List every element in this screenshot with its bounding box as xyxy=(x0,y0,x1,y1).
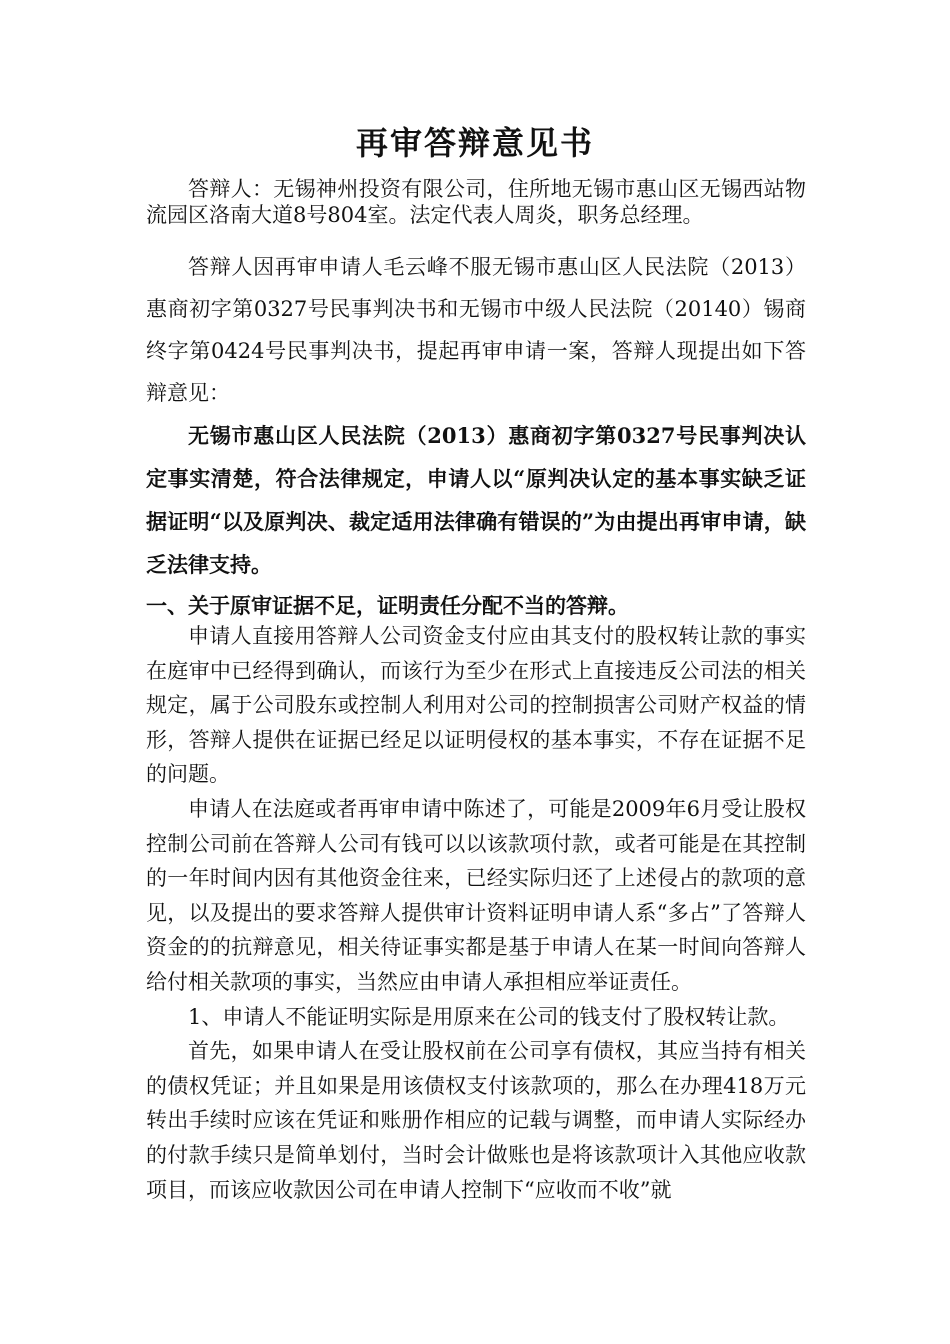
body-paragraph: 首先，如果申请人在受让股权前在公司享有债权，其应当持有相关的债权凭证；并且如果是用该债权支付该款项的，那么在办理418万元转出手续时应该在凭证和账册作相应的记载与调整，而申请人实际经办的付款手续只是简单划付，当时会计做账也是将该款项计入其他应收款项目，而该应收款因公司在申请人控制下“应收而不收”就 xyxy=(146,1039,806,1202)
body-paragraph: 申请人直接用答辩人公司资金支付应由其支付的股权转让款的事实在庭审中已经得到确认，而该行为至少在形式上直接违反公司法的相关规定，属于公司股东或控制人利用对公司的控制损害公司财产权益的情形，答辩人提供在证据已经足以证明侵权的基本事实，不存在证据不足的问题。 xyxy=(146,624,806,787)
body-paragraph: 申请人在法庭或者再审申请中陈述了，可能是2009年6月受让股权控制公司前在答辩人公司有钱可以以该款项付款，或者可能是在其控制的一年时间内因有其他资金往来，已经实际归还了上述侵占的款项的意见，以及提出的要求答辩人提供审计资料证明申请人系“多占”了答辩人资金的的抗辩意见，相关待证事实都是基于申请人在某一时间向答辩人给付相关款项的事实，当然应由申请人承担相应举证责任。 xyxy=(146,796,806,994)
summary-paragraph: 无锡市惠山区人民法院（2013）惠商初字第0327号民事判决认定事实清楚，符合法律规定，申请人以“原判决认定的基本事实缺乏证据证明“以及原判决、裁定适用法律确有错误的”为由提出再审申请，缺乏法律支持。 xyxy=(146,423,806,577)
body-paragraph: 1、申请人不能证明实际是用原来在公司的钱支付了股权转让款。 xyxy=(188,1004,790,1029)
document-title: 再审答辩意见书 xyxy=(355,124,594,162)
intro-paragraph: 答辩人因再审申请人毛云峰不服无锡市惠山区人民法院（2013）惠商初字第0327号民事判决书和无锡市中级人民法院（20140）锡商终字第0424号民事判决书，提起再审申请一案，答辩人现提出如下答辩意见： xyxy=(146,255,806,405)
respondent-paragraph: 答辩人：无锡神州投资有限公司，住所地无锡市惠山区无锡西站物流园区洛南大道8号804室。法定代表人周炎，职务总经理。 xyxy=(146,177,806,227)
section-heading: 一、关于原审证据不足，证明责任分配不当的答辩。 xyxy=(146,593,629,618)
section-body xyxy=(146,619,806,1207)
